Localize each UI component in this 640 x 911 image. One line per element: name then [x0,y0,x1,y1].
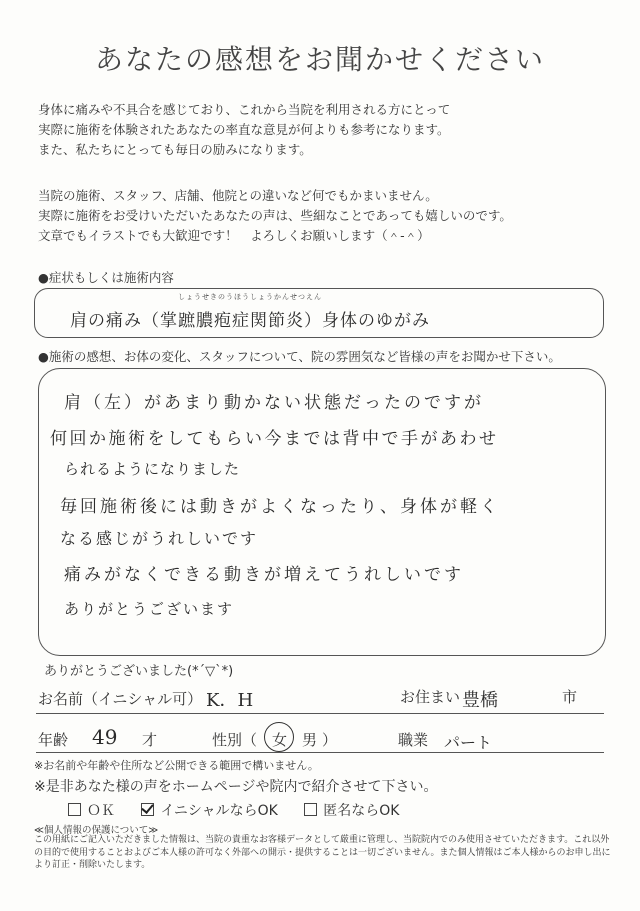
symptom-text: 肩の痛み（掌蹠膿疱症関節炎）身体のゆがみ [70,311,430,331]
option-label: イニシャルならOK [160,803,278,819]
page-title: あなたの感想をお聞かせください [94,43,545,76]
feedback-line: られるようになりました [64,460,241,478]
address-suffix: 市 [562,688,578,706]
intro-line: また、私たちにとっても毎日の励みになります。 [38,142,312,157]
consent-note: ※是非あなた様の声をホームページや院内で紹介させて下さい。 [34,779,438,795]
checkbox-icon[interactable] [304,803,317,816]
privacy-title: ≪個人情報の保護について≫ [34,825,159,836]
intro-paragraph-1 [38,100,608,160]
intro-paragraph-2 [38,186,608,246]
job-value: パート [444,733,493,752]
thanks-message: ありがとうございました(*´▽`*) [44,664,234,679]
address-value: 豊橋 [462,690,498,711]
name-address-rule [36,713,604,714]
feedback-line: なる感じがうれしいです [60,529,259,548]
age-job-rule [36,752,604,753]
age-value: 49 [92,725,118,749]
feedback-section-label: ●施術の感想、お体の変化、スタッフについて、院の雰囲気など皆様の声をお聞かせ下さい。 [38,349,561,364]
gender-selected-circle [264,722,294,752]
checked-checkbox-icon[interactable] [141,803,154,816]
intro-line: 実際に施術を体験されたあなたの率直な意見が何よりも参考になります。 [38,122,450,137]
feedback-line: 痛みがなくできる動きが増えてうれしいです [64,565,464,585]
option-label: ＯＫ [87,803,115,819]
address-label: お住まい [400,688,461,706]
feedback-line: 何回か施術をしてもらい今までは背中で手があわせ [50,429,499,449]
feedback-line: 肩（左）があまり動かない状態だったのですが [64,393,484,413]
age-suffix: 才 [142,731,158,749]
gender-option-male: 男 [302,731,318,749]
symptom-section-label: ●症状もしくは施術内容 [38,270,174,285]
intro-line: 文章でもイラストでも大歓迎です！ よろしくお願いします（＾-＾） [38,228,430,243]
intro-line: 身体に痛みや不具合を感じており、これから当院を利用される方にとって [38,102,451,117]
gender-option-female: 女 [272,731,288,749]
job-label: 職業 [398,731,429,749]
option-label: 匿名ならOK [323,803,400,819]
option-anonymous-ok[interactable] [304,800,399,820]
name-value: K．H [206,690,254,711]
public-range-note: ※お名前や年齢や住所など公開できる範囲で構いません。 [34,759,319,772]
feedback-line: ありがとうございます [64,600,235,618]
gender-close: ） [322,731,338,749]
option-initials-ok[interactable] [141,800,277,820]
intro-line: 当院の施術、スタッフ、店舗、他院との違いなど何でもかまいません。 [38,188,438,203]
intro-line: 実際に施術をお受けいただいたあなたの声は、些細なことであっても嬉しいのです。 [38,208,512,223]
privacy-text: この用紙にご記入いただきました情報は、当院の貴重なお客様データとして厳重に管理し、当院院内でのみ使用させていただきます。これ以外の目的で使用することおよびご本人様の許可なく外部への開示・提供することは一切ございません。また個人情報はご本人様からのお申し出により訂正・削除いたします。 [34,835,611,870]
name-label: お名前（イニシャル可） [38,690,203,708]
option-ok[interactable] [68,800,115,820]
symptom-ruby: しょうせきのうほうしょうかんせつえん [178,293,322,301]
age-label: 年齢 [38,731,69,749]
consent-options [68,800,421,820]
checkbox-icon[interactable] [68,803,81,816]
gender-label: 性別（ [212,731,258,749]
feedback-line: 毎回施術後には動きがよくなったり、身体が軽く [60,497,500,517]
